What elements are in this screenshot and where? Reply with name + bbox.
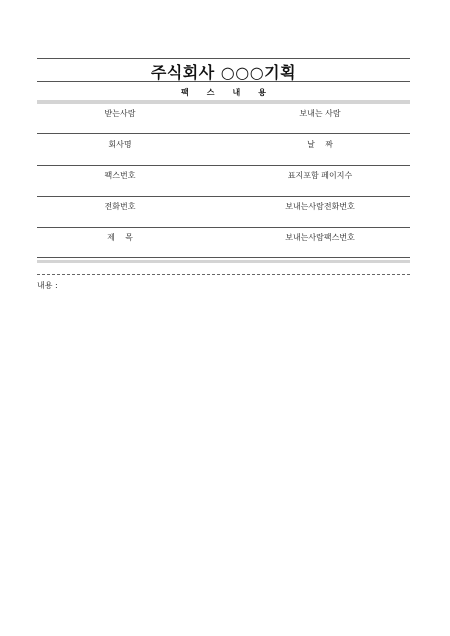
field-sender-fax-label: 보내는사람팩스번호 — [285, 233, 355, 242]
field-recipient-label: 받는사람 — [104, 109, 136, 118]
row-divider — [37, 133, 410, 134]
field-date-label: 날 짜 — [307, 140, 333, 149]
field-sender-phone-label: 보내는사람전화번호 — [285, 202, 355, 211]
field-sender-label: 보내는 사람 — [299, 109, 341, 118]
top-rule — [37, 58, 410, 59]
row-divider — [37, 196, 410, 197]
row-divider — [37, 165, 410, 166]
field-page-count-label: 표지포함 페이지수 — [287, 171, 353, 180]
bottom-rule — [37, 257, 410, 258]
field-subject-label: 제 목 — [107, 233, 133, 242]
fax-subtitle: 팩스내용 — [181, 88, 284, 97]
dashed-separator — [37, 274, 410, 275]
field-phone-label: 전화번호 — [104, 202, 136, 211]
field-company-label: 회사명 — [108, 140, 132, 149]
header-band — [37, 100, 410, 104]
row-divider — [37, 227, 410, 228]
footer-band — [37, 260, 410, 263]
title-rule — [37, 81, 410, 82]
field-fax-number-label: 팩스번호 — [104, 171, 136, 180]
company-title: 주식회사 ○○○기획 — [150, 63, 297, 82]
content-label: 내용 : — [37, 281, 58, 290]
